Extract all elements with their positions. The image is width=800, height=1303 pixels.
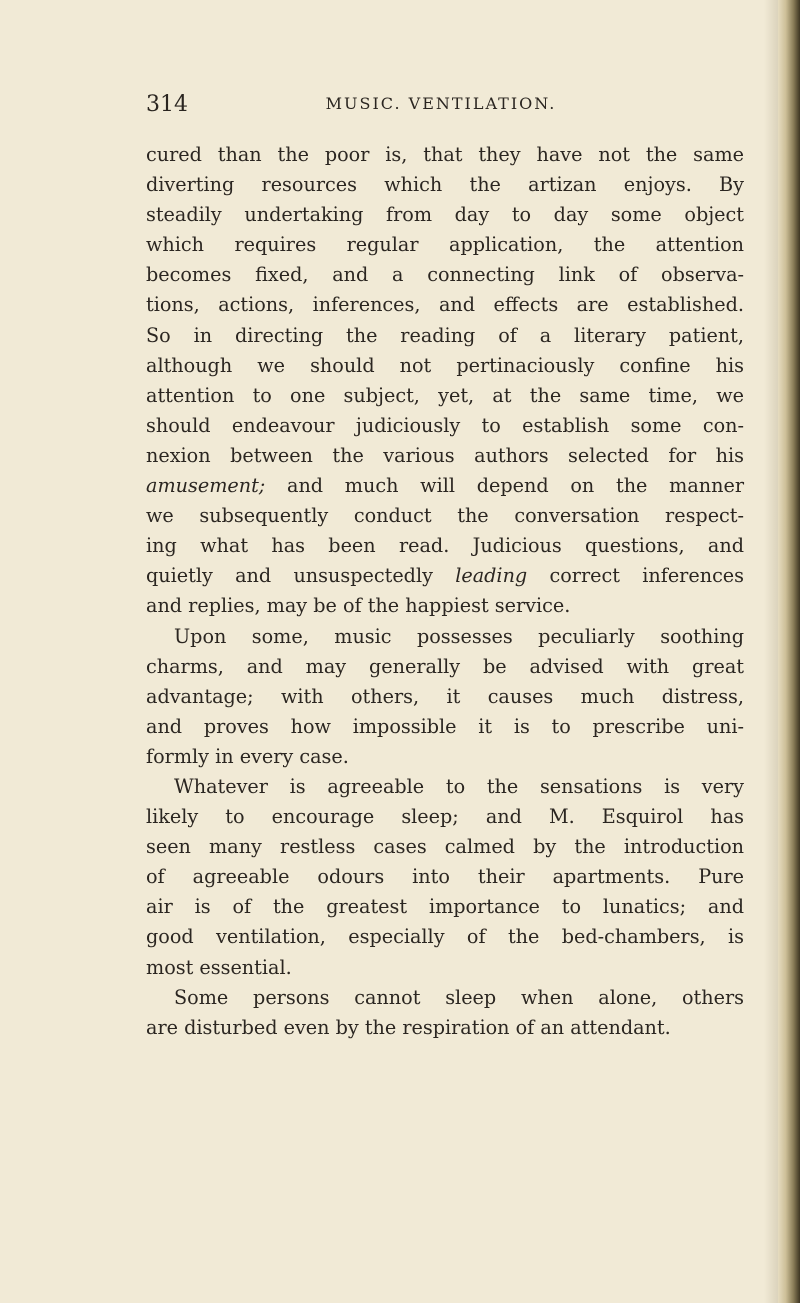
running-head: MUSIC. VENTILATION. [325,94,557,113]
page-gutter-shadow [764,0,778,1303]
text-line: Some persons cannot sleep when alone, others [174,985,744,1009]
text-line: tions, actions, inferences, and effects are established. [146,293,744,317]
body-text [146,140,744,1043]
text-line: most essential. [146,955,292,979]
text-line: although we should not pertinaciously confine his [146,353,744,377]
text-line: advantage; with others, it causes much distress, [146,684,744,708]
text-line: and replies, may be of the happiest service. [146,594,571,618]
text-line: are disturbed even by the respiration of an attendant. [146,1015,671,1039]
text-segment: and much will depend on the manner [265,474,744,498]
text-segment: quietly and unsuspectedly [146,564,456,588]
page-edge [778,0,800,1303]
text-line: we subsequently conduct the conversation respect- [146,504,744,528]
text-line: Whatever is agreeable to the sensations is very [174,774,744,798]
text-line: should endeavour judiciously to establish some con- [146,413,744,437]
text-line: charms, and may generally be advised with great [146,654,744,678]
text-line: air is of the greatest importance to lunatics; and [146,895,744,919]
text-line: and proves how impossible it is to prescribe uni- [146,714,744,738]
text-line [146,561,744,591]
italic-text: leading [455,564,528,588]
page-number: 314 [146,92,188,117]
text-line: ing what has been read. Judicious questions, and [146,534,744,558]
text-line: which requires regular application, the attention [146,233,744,257]
text-line: nexion between the various authors selected for his [146,443,744,467]
text-line: becomes fixed, and a connecting link of observa- [146,263,744,287]
text-line: steadily undertaking from day to day some object [146,203,744,227]
text-line: So in directing the reading of a literary patient, [146,323,744,347]
text-line: seen many restless cases calmed by the introduction [146,835,744,859]
text-segment: correct inferences [527,564,745,588]
text-line: diverting resources which the artizan enjoys. By [146,173,744,197]
text-line: formly in every case. [146,744,349,768]
text-line: of agreeable odours into their apartments. Pure [146,865,744,889]
text-line: attention to one subject, yet, at the same time, we [146,383,744,407]
text-line [146,471,744,501]
text-line: likely to encourage sleep; and M. Esquirol has [146,805,744,829]
text-line: good ventilation, especially of the bed-chambers, is [146,925,744,949]
page-header [146,92,736,122]
text-line: Upon some, music possesses peculiarly soothing [174,624,744,648]
text-line: cured than the poor is, that they have not the same [146,143,744,166]
italic-text: amusement; [146,474,266,498]
